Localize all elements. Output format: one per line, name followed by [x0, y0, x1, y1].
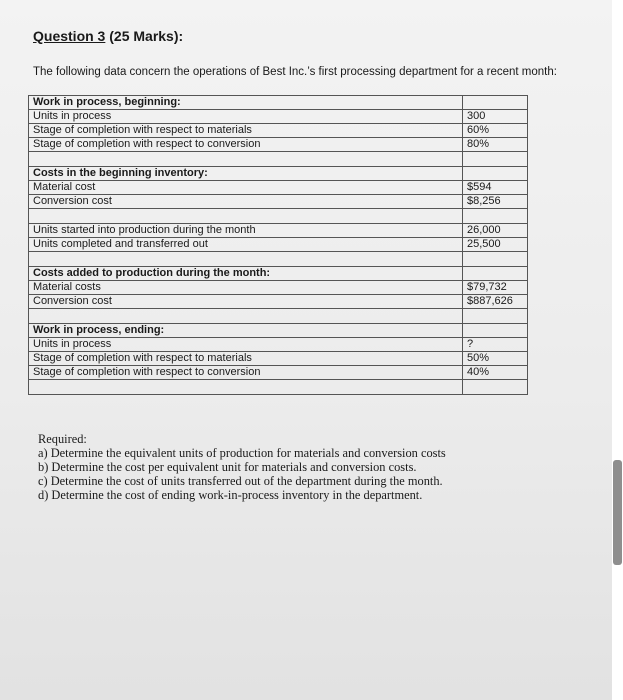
row-value: 80%: [463, 138, 528, 152]
section-header-value: [463, 267, 528, 281]
data-table: [28, 95, 528, 395]
question-title: [33, 28, 183, 44]
section-header-value: [463, 324, 528, 338]
row-label: Units in process: [29, 338, 463, 352]
section-header-value: [463, 167, 528, 181]
required-item: a) Determine the equivalent units of production for materials and conversion costs: [38, 446, 446, 460]
row-label: Units in process: [29, 110, 463, 124]
required-section: [38, 432, 446, 502]
table-row: [29, 181, 528, 195]
section-header-label: Costs added to production during the month:: [29, 267, 463, 281]
row-value: 60%: [463, 124, 528, 138]
row-label: Material costs: [29, 281, 463, 295]
table-row: [29, 352, 528, 366]
row-value: $79,732: [463, 281, 528, 295]
row-label: Units started into production during the month: [29, 224, 463, 238]
row-label: Conversion cost: [29, 195, 463, 209]
table-spacer-row: [29, 309, 528, 324]
table-spacer-row: [29, 152, 528, 167]
table-row: [29, 124, 528, 138]
table-row: [29, 195, 528, 209]
row-value: 50%: [463, 352, 528, 366]
table-row: [29, 295, 528, 309]
row-label: Stage of completion with respect to conversion: [29, 138, 463, 152]
row-value: $8,256: [463, 195, 528, 209]
table-row: [29, 110, 528, 124]
section-header-label: Work in process, ending:: [29, 324, 463, 338]
required-item: d) Determine the cost of ending work-in-process inventory in the department.: [38, 488, 423, 502]
table-section-header: [29, 167, 528, 181]
row-label: Material cost: [29, 181, 463, 195]
row-value: 300: [463, 110, 528, 124]
table-section-header: [29, 267, 528, 281]
question-number: Question 3: [33, 28, 106, 44]
required-item: c) Determine the cost of units transferred out of the department during the month.: [38, 474, 443, 488]
table-section-header: [29, 324, 528, 338]
row-label: Units completed and transferred out: [29, 238, 463, 252]
question-marks: (25 Marks):: [109, 28, 184, 44]
row-label: Stage of completion with respect to materials: [29, 352, 463, 366]
row-label: Stage of completion with respect to materials: [29, 124, 463, 138]
section-header-label: Work in process, beginning:: [29, 96, 463, 110]
row-value: $887,626: [463, 295, 528, 309]
row-label: Conversion cost: [29, 295, 463, 309]
row-value: ?: [463, 338, 528, 352]
row-label: Stage of completion with respect to conversion: [29, 366, 463, 380]
table-row: [29, 138, 528, 152]
section-header-value: [463, 96, 528, 110]
table-row: [29, 281, 528, 295]
table-row: [29, 224, 528, 238]
row-value: 40%: [463, 366, 528, 380]
table-row: [29, 238, 528, 252]
row-value: 26,000: [463, 224, 528, 238]
scrollbar-thumb[interactable]: [613, 460, 622, 565]
table-section-header: [29, 96, 528, 110]
section-header-label: Costs in the beginning inventory:: [29, 167, 463, 181]
scrollbar-track[interactable]: [612, 0, 623, 700]
row-value: $594: [463, 181, 528, 195]
required-item: b) Determine the cost per equivalent unit for materials and conversion costs.: [38, 460, 417, 474]
table-row: [29, 366, 528, 380]
row-value: 25,500: [463, 238, 528, 252]
table-spacer-row: [29, 380, 528, 395]
table-row: [29, 338, 528, 352]
required-heading: Required:: [38, 432, 87, 446]
question-intro: The following data concern the operations of Best Inc.’s first processing department for a recent month:: [33, 66, 557, 78]
table-spacer-row: [29, 209, 528, 224]
table-spacer-row: [29, 252, 528, 267]
